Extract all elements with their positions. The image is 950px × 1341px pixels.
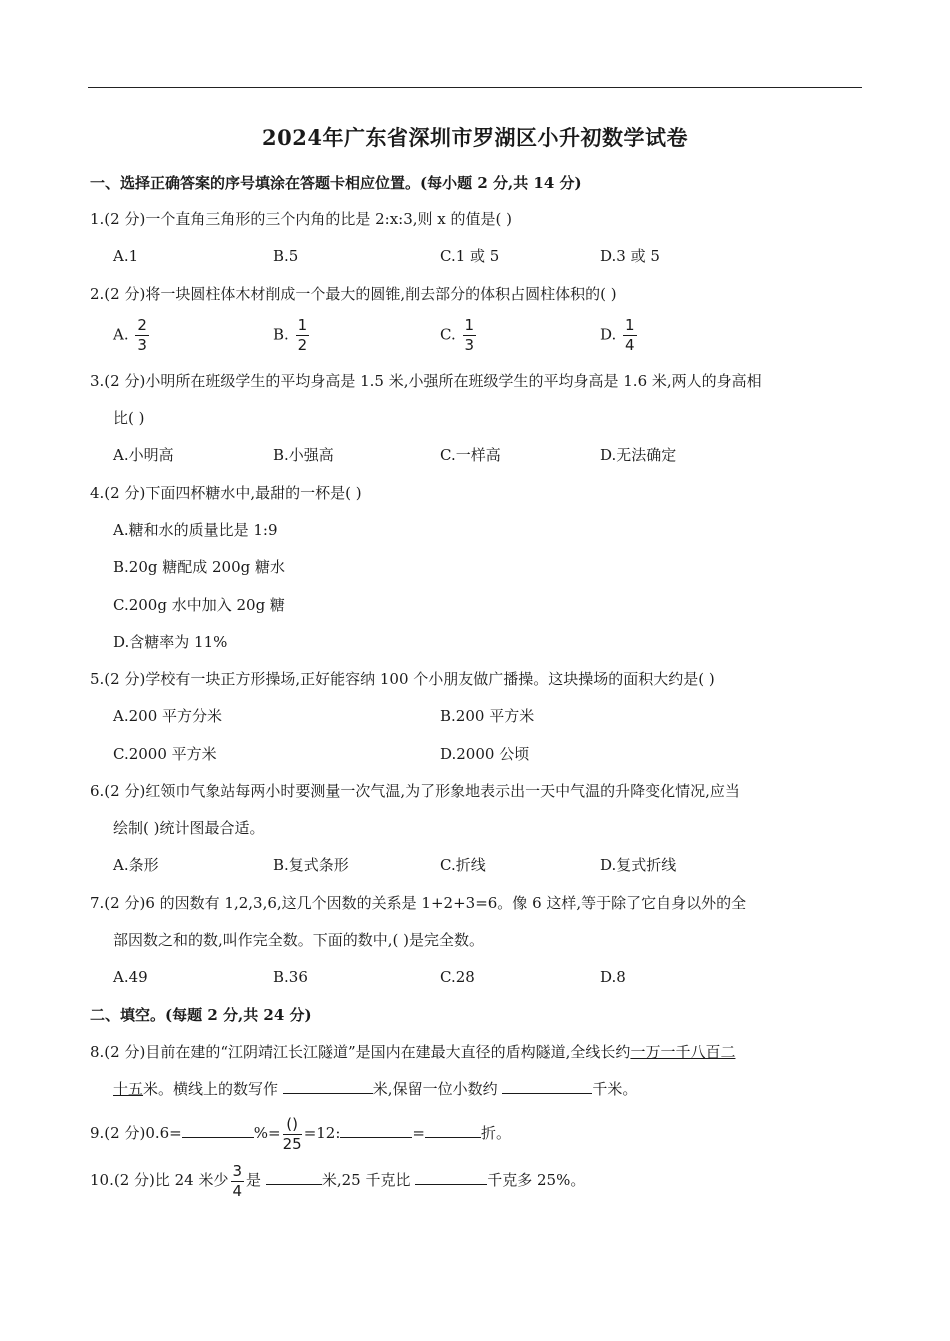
fraction-denominator: 2 bbox=[297, 336, 308, 354]
fraction-denominator: 4 bbox=[232, 1181, 243, 1200]
q2-option-b[interactable] bbox=[273, 318, 311, 353]
q2-option-d-letter: D. bbox=[600, 325, 617, 344]
question-6-stem-line1: 6.(2 分)红领巾气象站每两小时要测量一次气温,为了形象地表示出一天中气温的升降变化情况,应当 bbox=[90, 782, 740, 800]
q9-text-e: 折。 bbox=[480, 1124, 511, 1142]
q7-option-c[interactable]: C.28 bbox=[440, 968, 475, 986]
fraction-numerator: 3 bbox=[232, 1161, 243, 1180]
question-10 bbox=[90, 1162, 585, 1199]
q2-option-b-fraction bbox=[296, 318, 310, 353]
q7-option-b[interactable]: B.36 bbox=[273, 968, 308, 986]
q5-option-a[interactable]: A.200 平方分米 bbox=[113, 707, 222, 725]
fraction-numerator: () bbox=[283, 1117, 302, 1135]
fraction-denominator: 25 bbox=[282, 1134, 302, 1153]
q9-answer-blank-3[interactable] bbox=[425, 1123, 481, 1138]
question-7-stem-line2: 部因数之和的数,叫作完全数。下面的数中,( )是完全数。 bbox=[113, 931, 485, 949]
q10-answer-blank-1[interactable] bbox=[266, 1170, 322, 1185]
q10-answer-blank-2[interactable] bbox=[415, 1170, 487, 1185]
q5-option-d[interactable]: D.2000 公顷 bbox=[440, 745, 530, 763]
q4-option-a[interactable]: A.糖和水的质量比是 1:9 bbox=[113, 521, 278, 539]
q10-text-d: 千克多 25%。 bbox=[487, 1171, 586, 1189]
q8-answer-blank-1[interactable] bbox=[283, 1079, 373, 1094]
q9-text-a: 9.(2 分)0.6= bbox=[90, 1124, 182, 1142]
question-2-stem: 2.(2 分)将一块圆柱体木材削成一个最大的圆锥,削去部分的体积占圆柱体积的( ) bbox=[90, 285, 617, 303]
q2-option-c[interactable] bbox=[440, 318, 478, 353]
q2-option-a-letter: A. bbox=[113, 325, 129, 344]
fraction-denominator: 3 bbox=[137, 336, 147, 354]
question-3-stem-line2: 比( ) bbox=[113, 409, 145, 427]
q3-option-b[interactable]: B.小强高 bbox=[273, 446, 334, 464]
q9-answer-blank-1[interactable] bbox=[182, 1123, 254, 1138]
q2-option-b-letter: B. bbox=[273, 325, 289, 344]
q8-answer-blank-2[interactable] bbox=[502, 1079, 592, 1094]
q2-option-a[interactable] bbox=[113, 318, 151, 353]
fraction-numerator: 1 bbox=[297, 316, 308, 334]
question-1-stem: 1.(2 分)一个直角三角形的三个内角的比是 2:x:3,则 x 的值是( ) bbox=[90, 210, 512, 228]
q10-text-b: 是 bbox=[246, 1171, 266, 1189]
q10-text-c: 米,25 千克比 bbox=[321, 1171, 416, 1189]
fraction-numerator: 1 bbox=[625, 316, 635, 334]
q4-option-c[interactable]: C.200g 水中加入 20g 糖 bbox=[113, 596, 285, 614]
q10-fraction bbox=[231, 1161, 245, 1200]
q1-option-a[interactable]: A.1 bbox=[113, 247, 139, 265]
q1-option-c[interactable]: C.1 或 5 bbox=[440, 247, 500, 265]
question-8-line1 bbox=[90, 1041, 735, 1063]
q9-answer-blank-2[interactable] bbox=[340, 1123, 412, 1138]
q2-option-d-fraction bbox=[623, 318, 637, 353]
q6-option-c[interactable]: C.折线 bbox=[440, 856, 486, 874]
question-8-line2 bbox=[113, 1078, 637, 1100]
q9-text-d: = bbox=[412, 1124, 425, 1142]
q9-text-b: %= bbox=[253, 1124, 281, 1142]
q7-option-a[interactable]: A.49 bbox=[113, 968, 148, 986]
q5-option-c[interactable]: C.2000 平方米 bbox=[113, 745, 217, 763]
q2-option-d[interactable] bbox=[600, 318, 639, 353]
q8-text-3: 米,保留一位小数约 bbox=[372, 1080, 503, 1098]
q7-option-d[interactable]: D.8 bbox=[600, 968, 626, 986]
question-9 bbox=[90, 1115, 511, 1152]
question-5-stem: 5.(2 分)学校有一块正方形操场,正好能容纳 100 个小朋友做广播操。这块操场的面积大约是( ) bbox=[90, 670, 715, 688]
fraction-denominator: 3 bbox=[464, 336, 475, 354]
q2-option-a-fraction bbox=[135, 318, 149, 353]
question-4-stem: 4.(2 分)下面四杯糖水中,最甜的一杯是( ) bbox=[90, 484, 362, 502]
q6-option-a[interactable]: A.条形 bbox=[113, 856, 159, 874]
section-heading-2: 二、填空。(每题 2 分,共 24 分) bbox=[90, 1006, 312, 1024]
q5-option-b[interactable]: B.200 平方米 bbox=[440, 707, 535, 725]
question-7-stem-line1: 7.(2 分)6 的因数有 1,2,3,6,这几个因数的关系是 1+2+3=6。像 6 这样,等于除了它自身以外的全 bbox=[90, 894, 747, 912]
q3-option-a[interactable]: A.小明高 bbox=[113, 446, 174, 464]
q2-option-c-fraction bbox=[463, 318, 477, 353]
q6-option-b[interactable]: B.复式条形 bbox=[273, 856, 349, 874]
question-6-stem-line2: 绘制( )统计图最合适。 bbox=[113, 819, 265, 837]
fraction-denominator: 4 bbox=[625, 336, 635, 354]
q8-underlined-number-cont: 十五 bbox=[113, 1080, 144, 1098]
q9-text-c: =12: bbox=[303, 1124, 341, 1142]
q10-text-a: 10.(2 分)比 24 米少 bbox=[90, 1171, 229, 1189]
q2-option-c-letter: C. bbox=[440, 325, 456, 344]
q8-text: 8.(2 分)目前在建的“江阴靖江长江隧道”是国内在建最大直径的盾构隧道,全线长约 bbox=[90, 1043, 631, 1061]
q6-option-d[interactable]: D.复式折线 bbox=[600, 856, 677, 874]
question-3-stem-line1: 3.(2 分)小明所在班级学生的平均身高是 1.5 米,小强所在班级学生的平均身高是 1.6 米,两人的身高相 bbox=[90, 372, 762, 390]
fraction-numerator: 1 bbox=[464, 316, 475, 334]
header-rule bbox=[88, 87, 862, 88]
q4-option-b[interactable]: B.20g 糖配成 200g 糖水 bbox=[113, 558, 286, 576]
q1-option-d[interactable]: D.3 或 5 bbox=[600, 247, 660, 265]
q1-option-b[interactable]: B.5 bbox=[273, 247, 299, 265]
q3-option-d[interactable]: D.无法确定 bbox=[600, 446, 677, 464]
q9-fraction bbox=[282, 1114, 302, 1153]
q8-text-4: 千米。 bbox=[592, 1080, 638, 1098]
fraction-numerator: 2 bbox=[137, 316, 147, 334]
page-title: 2024年广东省深圳市罗湖区小升初数学试卷 bbox=[262, 125, 688, 150]
q8-underlined-number: 一万一千八百二 bbox=[630, 1043, 736, 1061]
q3-option-c[interactable]: C.一样高 bbox=[440, 446, 501, 464]
section-heading-1: 一、选择正确答案的序号填涂在答题卡相应位置。(每小题 2 分,共 14 分) bbox=[90, 174, 582, 192]
q4-option-d[interactable]: D.含糖率为 11% bbox=[113, 633, 228, 651]
q8-text-2: 米。横线上的数写作 bbox=[143, 1080, 283, 1098]
